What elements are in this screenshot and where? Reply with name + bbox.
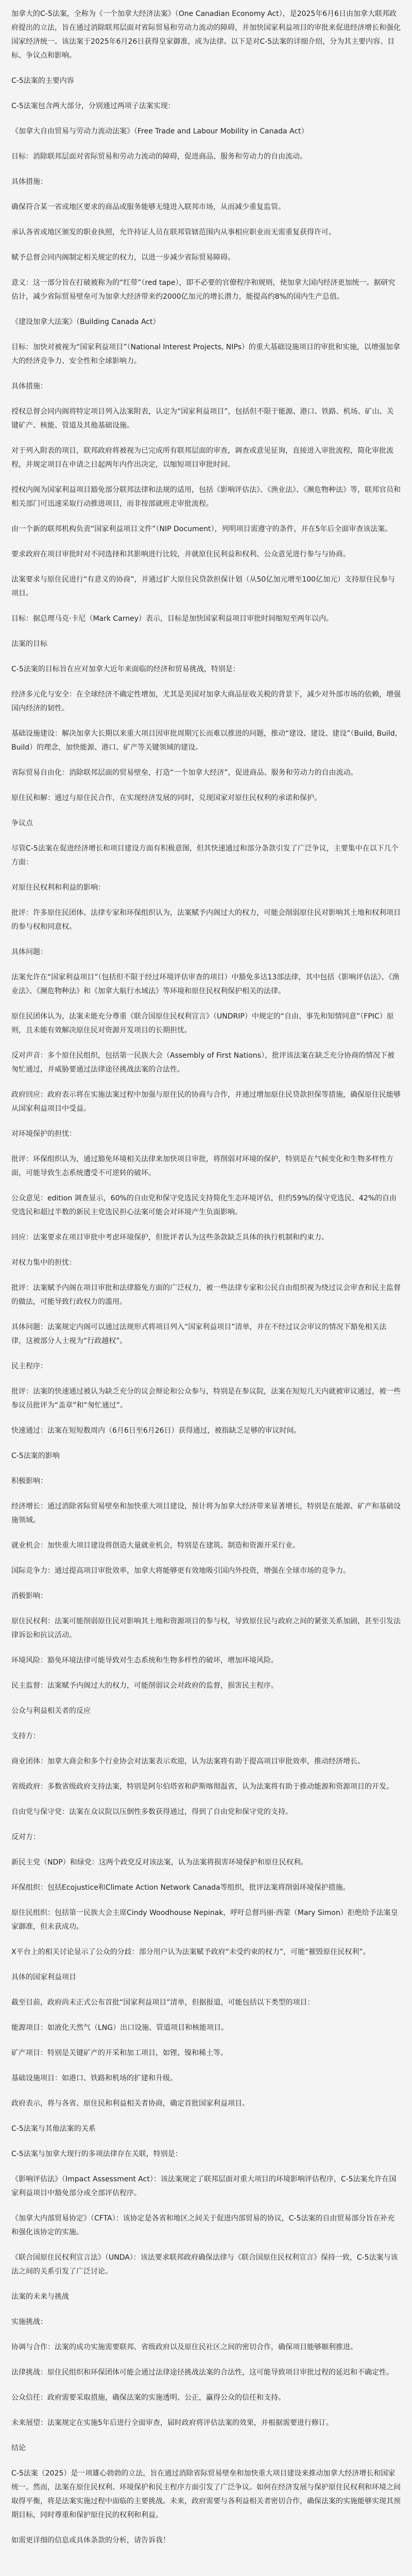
section-heading: 公众与利益相关者的反应 — [11, 1707, 91, 1715]
paragraph: 政府表示，将与各省、原住民和利益相关者协商，确定首批国家利益项目。 — [11, 2099, 249, 2108]
paragraph: 支持方： — [11, 1732, 40, 1740]
paragraph: 基础设施建设：解决加拿大长期以来重大项目因审批周期冗长而难以推进的问题，推动“建设、建设、建设”（Build, Build, Build）的理念，加快能源、港口、矿产等关键领域的建设。 — [11, 730, 398, 752]
paragraph: 由一个新的联邦机构负责“国家利益项目文件”（NIP Document），列明项目需遵守的条件，并在5年后全面审查该法案。 — [11, 525, 392, 533]
paragraph: 批评：环保组织认为，通过豁免环境相关法律来加快项目审批，将削弱对环境的保护，特别是在气候变化和生物多样性方面，可能导致生态系统遭受不可逆转的破坏。 — [11, 1155, 393, 1177]
paragraph: 加拿大的C-5法案，全称为《一个加拿大经济法案》（One Canadian Economy Act），是2025年6月6日由加拿大联邦政府提出的立法，旨在通过消除联邦层面对省际贸易和劳动力流动的障碍，并加快国家利益项目的审批来促进经济增长和强化国家经济统一。该法案于2025年6月26日获得皇家御准，成为法律。以下是对C-5法案的详细介绍，分为其主要内容、目标、争议点和影响。 — [11, 10, 401, 60]
paragraph: C-5法案的目标旨在应对加拿大近年来面临的经济和贸易挑战，特别是： — [11, 665, 240, 673]
paragraph: 国际竞争力：通过提高项目审批效率，加拿大将能够更有效地吸引国内外投资，增强在全球市场的竞争力。 — [11, 1567, 350, 1575]
paragraph: 目标：加快对被视为“国家利益项目”（National Interest Projects, NIPs）的重大基础设施项目的审批和实施，以增强加拿大的经济竞争力、安全性和全球影响力。 — [11, 343, 400, 365]
paragraph: 《建设加拿大法案》（Building Canada Act） — [11, 318, 160, 326]
paragraph: 省际贸易自由化：消除联邦层面的贸易壁垒，打造“一个加拿大经济”，促进商品、服务和劳动力的自由流动。 — [11, 769, 358, 777]
paragraph: 对环境保护的担忧： — [11, 1130, 76, 1138]
paragraph: 省级政府：多数省级政府支持法案，特别是阿尔伯塔省和萨斯喀彻温省，认为法案将有助于推动能源和资源项目的开发。 — [11, 1783, 393, 1791]
paragraph: 意义：这一部分旨在打破被称为的“红带”（red tape），即不必要的官僚程序和规则，使加拿大国内经济更加统一。据研究估计，减少省际贸易壁垒可为加拿大经济带来约2000亿加元的增长潜力，能提高约8%的国内生产总值。 — [11, 279, 396, 301]
paragraph: 授权内阁为国家利益项目豁免部分联邦法律和法规的适用，包括《影响评估法》、《渔业法》、《濒危物种法》等，联邦官员和相关部门可迅速采取行动推进项目，而非按部就班走审批流程。 — [11, 486, 401, 508]
paragraph: 原住民组织：包括第一民族大会主席Cindy Woodhouse Nepinak，呼吁总督玛丽·西蒙（Mary Simon）拒绝给予法案皇家御准，但未获成功。 — [11, 1909, 398, 1931]
paragraph: 批评：法案赋予内阁在项目审批和法律豁免方面的广泛权力，被一些法律专家和公民自由组织视为绕过议会审查和民主监督的做法，可能导致行政权力的滥用。 — [11, 1284, 401, 1306]
section-heading: 结论 — [11, 2444, 26, 2452]
section-heading: C-5法案与其他法案的关系 — [11, 2125, 96, 2133]
section-heading: C-5法案的主要内容 — [11, 77, 74, 85]
paragraph: 原住民和解：通过与原住民合作，在实现经济发展的同时，兑现国家对原住民权利的承诺和保护。 — [11, 794, 321, 802]
paragraph: 具体问题： — [11, 948, 47, 956]
paragraph: 对原住民权利和利益的影响： — [11, 884, 105, 892]
paragraph: 民主监督：法案赋予内阁过大的权力，可能削弱议会对政府的监督，损害民主程序。 — [11, 1682, 278, 1690]
paragraph: 新民主党（NDP）和绿党：这两个政党反对该法案，认为法案将损害环境保护和原住民权利。 — [11, 1858, 308, 1867]
paragraph: 快速通过：法案在短短数周内（6月6日至6月26日）获得通过，被指缺乏足够的审议时间。 — [11, 1427, 301, 1435]
paragraph: 商业团体：加拿大商会和多个行业协会对法案表示欢迎，认为法案将有助于提高项目审批效率，推动经济增长。 — [11, 1757, 365, 1766]
paragraph: 经济多元化与安全：在全球经济不确定性增加，尤其是美国对加拿大商品征收关税的背景下，减少对外部市场的依赖，增强国内经济的韧性。 — [11, 690, 401, 713]
paragraph: 政府回应：政府表示将在实施法案过程中加强与原住民的协商与合作，并通过增加原住民贷款担保等措施，确保原住民能够从国家利益项目中受益。 — [11, 1091, 401, 1113]
paragraph: 《影响评估法》（Impact Assessment Act）：该法案规定了联邦层面对重大项目的环境影响评估程序，C-5法案允许在国家利益项目中豁免部分或全部评估程序。 — [11, 2175, 397, 2197]
paragraph: X平台上的相关讨论显示了公众的分歧：部分用户认为法案赋予政府“未受约束的权力”，可能“摧毁原住民权利”。 — [11, 1948, 370, 1956]
paragraph: C-5法案包含两大部分，分别通过两项子法案实现： — [11, 102, 175, 110]
paragraph: 赋予总督会同内阁制定相关规定的权力，以进一步减少省际贸易障碍。 — [11, 253, 235, 262]
paragraph: 环保组织：包括Ecojustice和Climate Action Network Canada等组织，批评法案将削弱环境保护措施。 — [11, 1884, 350, 1892]
paragraph: 法案要求与原住民进行“有意义的协商”，并通过扩大原住民贷款担保计划（从50亿加元增至100亿加元）支持原住民参与项目。 — [11, 575, 396, 598]
paragraph: 实施挑战： — [11, 2318, 47, 2326]
paragraph: 环境风险：豁免环境法律可能导致对生态系统和生物多样性的破坏，增加环境风险。 — [11, 1656, 278, 1665]
section-heading: 法案的未来与挑战 — [11, 2293, 69, 2301]
paragraph: 法律挑战：原住民组织和环保团体可能会通过法律途径挑战法案的合法性，这可能导致项目审批过程的延迟和不确定性。 — [11, 2368, 393, 2377]
paragraph: 自由党与保守党：法案在众议院以压倒性多数获得通过，得到了自由党和保守党的支持。 — [11, 1808, 293, 1816]
section-heading: C-5法案的影响 — [11, 1452, 60, 1460]
paragraph: 回应：法案要求在项目审批中考虑环境保护，但批评者认为这些条款缺乏具体的执行机制和约束力。 — [11, 1233, 329, 1242]
paragraph: 批评：法案的快速通过被认为缺乏充分的议会辩论和公众参与，特别是在参议院，法案在短短几天内就被审议通过，被一些参议员批评为“盖章”和“匆忙通过”。 — [11, 1387, 401, 1410]
paragraph: 承认各省或地区颁发的职业执照，允许持证人员在联邦管辖范围内从事相应职业而无需重复获得许可。 — [11, 228, 336, 236]
paragraph: 协调与合作：法案的成功实施需要联邦、省级政府以及原住民社区之间的密切合作，确保项目能够顺利推进。 — [11, 2343, 357, 2351]
paragraph: 原住民权利：法案可能削弱原住民对影响其土地和资源项目的参与权，导致原住民与政府之间的紧张关系加剧，甚至引发法律诉讼和抗议活动。 — [11, 1617, 401, 1639]
paragraph: 对权力集中的担忧： — [11, 1259, 76, 1267]
paragraph: 消极影响： — [11, 1592, 47, 1600]
paragraph: 批评：许多原住民团体、法律专家和环保组织认为，法案赋予内阁过大的权力，可能会削弱原住民对影响其土地和权利项目的参与权和同意权。 — [11, 909, 401, 931]
paragraph: 确保符合某一省或地区要求的商品或服务能够无缝进入联邦市场，从而减少重复监管。 — [11, 203, 285, 211]
section-heading: 法案的目标 — [11, 640, 47, 648]
paragraph: C-5法案与加拿大现行的多项法律存在关联，特别是： — [11, 2150, 182, 2158]
paragraph: 《加拿大自由贸易与劳动力流动法案》（Free Trade and Labour Mobility in Canada Act） — [11, 127, 308, 135]
paragraph: 如需更详细的信息或具体条款的分析，请告诉我！ — [11, 2536, 170, 2545]
paragraph: 《联合国原住民权利宣言法》（UNDA）：该法要求联邦政府确保法律与《联合国原住民权利宣言》保持一致，C-5法案与该法之间的关系引发了广泛讨论。 — [11, 2253, 398, 2276]
paragraph: 反对声音：多个原住民组织，包括第一民族大会（Assembly of First Nations），批评该法案在缺乏充分协商的情况下被匆忙通过，并威胁要通过法律途径挑战法案的合法性。 — [11, 1052, 394, 1074]
section-heading: 争议点 — [11, 819, 33, 827]
paragraph: 就业机会：加快重大项目建设将创造大量就业机会，特别是在建筑、制造和资源开采行业。 — [11, 1541, 300, 1550]
paragraph: 能源项目：如液化天然气（LNG）出口设施、管道项目和核能项目。 — [11, 2024, 229, 2032]
paragraph: 经济增长：通过消除省际贸易壁垒和加快重大项目建设，预计将为加拿大经济带来显著增长，特别是在能源、矿产和基础设施领域。 — [11, 1502, 401, 1524]
paragraph: 授权总督会同内阁将特定项目列入法案附表，认定为“国家利益项目”，包括但不限于能源、港口、铁路、机场、矿山、关键矿产、核能、管道及其他基础设施。 — [11, 408, 394, 430]
paragraph: 《加拿大内部贸易协定》（CFTA）：该协定是各省和地区之间关于促进内部贸易的协议，C-5法案的自由贸易部分旨在补充和强化该协定的实施。 — [11, 2214, 395, 2236]
paragraph: 具体措施： — [11, 382, 47, 391]
paragraph: 原住民团体认为，法案未能充分尊重《联合国原住民权利宣言》（UNDRIP）中规定的“自由、事先和知情同意”（FPIC）原则，且未能有效解决原住民对资源开发项目的长期担忧。 — [11, 1012, 394, 1035]
paragraph: 要求政府在项目审批时对不同选择和其影响进行比较，并就原住民利益和权利、公众意见进行参与与协商。 — [11, 550, 350, 558]
paragraph: 未来展望：法案规定在实施5年后进行全面审查，届时政府将评估法案的效果，并根据需要进行修订。 — [11, 2419, 333, 2427]
paragraph: 积极影响： — [11, 1477, 47, 1485]
paragraph: C-5法案（2025）是一项雄心勃勃的立法，旨在通过消除省际贸易壁垒和加快重大项目建设来推动加拿大经济增长和国家统一。然而，法案在原住民权利、环境保护和民主程序方面引发了广泛争议。如何在经济发展与保护原住民权利和环境之间取得平衡，将是法案实施过程中面临的主要挑战。未来，政府需要与各利益相关者密切合作，确保法案的实施能够实现其预期目标，同时尊重和保护原住民的权利和利益。 — [11, 2469, 401, 2519]
paragraph: 截至目前，政府尚未正式公布首批“国家利益项目”清单，但据报道，可能包括以下类型的项目： — [11, 1998, 315, 2007]
paragraph: 公众意见：edition 调查显示，60%的自由党和保守党选民支持简化生态环境评估，但约59%的保守党选民、42%的自由党选民和超过半数的新民主党选民担心法案可能会对环境产生负面影响。 — [11, 1194, 397, 1216]
paragraph: 尽管C-5法案在促进经济增长和项目建设方面有积极意图，但其快速通过和部分条款引发了广泛争议，主要集中在以下几个方面： — [11, 844, 399, 867]
paragraph: 反对方： — [11, 1833, 40, 1841]
paragraph: 民主程序： — [11, 1362, 47, 1370]
paragraph: 矿产项目：特别是关键矿产的开采和加工项目，如锂、镍和稀土等。 — [11, 2049, 228, 2057]
paragraph: 具体问题：法案规定内阁可以通过法规形式将项目列入“国家利益项目”清单，并在不经过议会审议的情况下豁免相关法律，这被部分人士视为“行政越权”。 — [11, 1323, 387, 1345]
paragraph: 法案允许在“国家利益项目”（包括但不限于经过环境评估审查的项目）中豁免多达13部法律，其中包括《影响评估法》、《渔业法》、《濒危物种法》和《加拿大航行水域法》等环境和原住民权利保护相关的法律。 — [11, 973, 400, 995]
paragraph: 公众信任：政府需要采取措施，确保法案的实施透明、公正，赢得公众的信任和支持。 — [11, 2394, 285, 2402]
paragraph: 具体措施： — [11, 178, 47, 186]
paragraph: 目标：据总理马克·卡尼（Mark Carney）表示，目标是加快国家利益项目审批时间缩短至两年以内。 — [11, 615, 334, 623]
section-heading: 具体的国家利益项目 — [11, 1973, 76, 1981]
paragraph: 基础设施项目：如港口、铁路和机场的扩建和升级。 — [11, 2074, 177, 2082]
paragraph: 对于列入附表的项目，联邦政府将被视为已完成所有联邦层面的审查，调查或意见征询，直接进入审批流程，简化审批流程，并规定项目在申请之日起两年内作出决定，以缩短项目审批时间。 — [11, 447, 393, 469]
paragraph: 目标：消除联邦层面对省际贸易和劳动力流动的障碍，促进商品、服务和劳动力的自由流动。 — [11, 152, 307, 161]
